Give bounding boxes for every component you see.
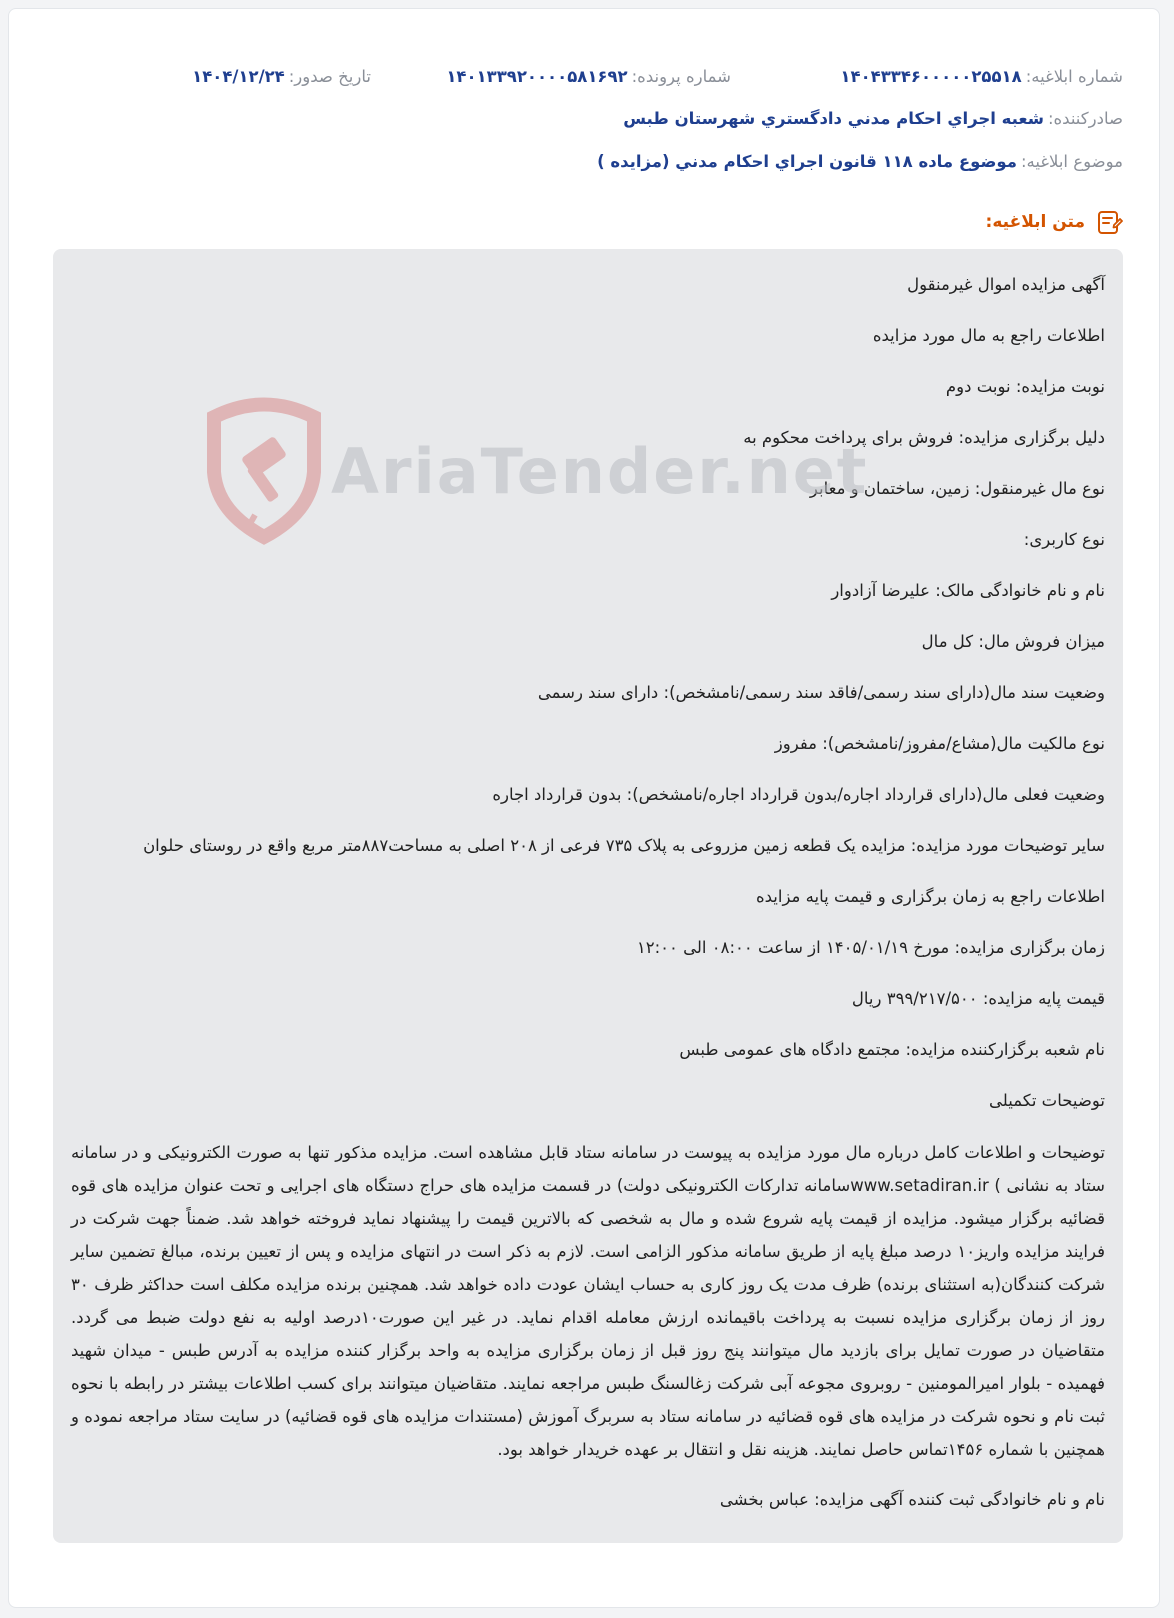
subject-label: موضوع ابلاغیه: [1020, 151, 1123, 171]
document-edit-icon [1095, 208, 1123, 236]
notice-line: نوع کاربری: [1023, 529, 1105, 549]
notice-line: اطلاعات راجع به زمان برگزاری و قیمت پایه مزایده [755, 886, 1105, 906]
notice-line: دلیل برگزاری مزایده: فروش برای پرداخت محکوم به [743, 427, 1105, 447]
section-header [986, 205, 1123, 239]
issuer-value: شعبه اجراي احكام مدني دادگستري شهرستان طبس [623, 108, 1044, 128]
notice-line: نوبت مزایده: نوبت دوم [945, 376, 1105, 396]
notice-line: آگهی مزایده اموال غیرمنقول [907, 274, 1105, 294]
notice-line: زمان برگزاری مزایده: مورخ ۱۴۰۵/۰۱/۱۹ از ساعت ۰۸:۰۰ الی ۱۲:۰۰ [636, 937, 1105, 957]
notice-line: قیمت پایه مزایده: ۳۹۹/۲۱۷/۵۰۰ ریال [851, 988, 1105, 1008]
notice-text-box [53, 249, 1123, 1543]
notice-number-label: شماره ابلاغیه: [1025, 66, 1123, 86]
case-number [371, 67, 731, 86]
notice-line: توضیحات تکمیلی [989, 1090, 1105, 1110]
subject-row [45, 146, 1123, 176]
notice-paragraph: توضیحات و اطلاعات کامل درباره مال مورد مزایده به پیوست در سامانه ستاد قابل مشاهده است. مزایده مذکور تنها به صورت الکترونیکی و در سامانه ستاد به نشانی ) www.setadiran.irسامانه تدارکات الکترونیکی دولت) در قسمت مزایده های حراج دستگاه های اجرایی و تحت عنوان مزایده های قوه قضائیه برگزار میشود. مزایده از قیمت پایه شروع شده و مال به شخصی که بالاترین قیمت را پیشنهاد نماید فروخته خواهد شد. ضمناً جهت شرکت در فرایند مزایده واریز۱۰ درصد مبلغ پایه از طریق سامانه مذکور الزامی است. لازم به ذکر است در انتهای مزایده و پس از تعیین برنده، مبالغ تضمین سایر شرکت کنندگان(به استثنای برنده) ظرف مدت یک روز کاری به حساب ایشان عودت داده خواهد شد. همچنین برنده مزایده مکلف است حداکثر ظرف ۳۰ روز از زمان برگزاری مزایده نسبت به پرداخت باقیمانده ارزش معامله اقدام نماید. در غیر این صورت۱۰درصد اولیه به نفع دولت ضبط می گردد. متقاضیان در صورت تمایل برای بازدید مال میتوانند پنج روز قبل از زمان برگزاری مزایده به واحد برگزار کننده مزایده به آدرس طبس - میدان شهید فهمیده - بلوار امیرالمومنین - روبروی مجوعه آبی شرکت زغالسنگ طبس مراجعه نمایند. متقاضیان میتوانند برای کسب اطلاعات بیشتر در رابطه با نحوه ثبت نام و نحوه شرکت در مزایده های قوه قضائیه در سامانه ستاد به سربرگ آموزش (مستندات مزایده های قوه قضائیه) در سایت ستاد مراجعه نموده و همچنین با شماره ۱۴۵۶تماس حاصل نمایند. هزینه نقل و انتقال بر عهده خریدار خواهد بود. [71, 1143, 1105, 1459]
notice-footer-line: نام و نام خانوادگی ثبت کننده آگهی مزایده: عباس بخشی [719, 1489, 1105, 1509]
issue-date [192, 67, 371, 86]
notice-line: نام شعبه برگزارکننده مزایده: مجتمع دادگاه های عمومی طبس [679, 1039, 1105, 1059]
watermark-text: AriaTender.net [331, 435, 869, 508]
notice-number [731, 67, 1123, 86]
subject-value: موضوع ماده ۱۱۸ قانون اجراي احكام مدني (مزايده ) [597, 151, 1017, 171]
issue-date-label: تاریخ صدور: [288, 66, 371, 86]
notice-line: وضعیت سند مال(دارای سند رسمی/فاقد سند رسمی/نامشخص): دارای سند رسمی [537, 682, 1105, 702]
issue-date-value: ۱۴۰۴/۱۲/۲۴ [192, 66, 285, 86]
notice-line: میزان فروش مال: کل مال [921, 631, 1105, 651]
notice-line: نام و نام خانوادگی مالک: علیرضا آزادوار [831, 580, 1105, 600]
notice-line: اطلاعات راجع به مال مورد مزایده [872, 325, 1105, 345]
notice-line: نوع مال غیرمنقول: زمین، ساختمان و معابر [809, 478, 1105, 498]
notice-card [8, 8, 1160, 1608]
notice-line: وضعیت فعلی مال(دارای قرارداد اجاره/بدون قرارداد اجاره/نامشخص): بدون قرارداد اجاره [492, 784, 1105, 804]
notice-line: نوع مالکیت مال(مشاع/مفروز/نامشخص): مفروز [774, 733, 1105, 753]
case-number-label: شماره پرونده: [631, 66, 731, 86]
section-title: متن ابلاغیه: [985, 212, 1085, 232]
notice-lines [71, 259, 1105, 1126]
case-number-value: ۱۴۰۱۳۳۹۲۰۰۰۰۵۸۱۶۹۲ [446, 66, 628, 86]
notice-number-value: ۱۴۰۴۳۳۴۶۰۰۰۰۰۲۵۵۱۸ [840, 66, 1022, 86]
notice-line: سایر توضیحات مورد مزایده: مزایده یک قطعه زمین مزروعی به پلاک ۷۳۵ فرعی از ۲۰۸ اصلی به مساحت۸۸۷متر مربع واقع در روستای حلوان [143, 835, 1105, 855]
issuer-row [45, 103, 1123, 133]
meta-row-ids [45, 61, 1123, 91]
issuer-label: صادرکننده: [1047, 108, 1123, 128]
